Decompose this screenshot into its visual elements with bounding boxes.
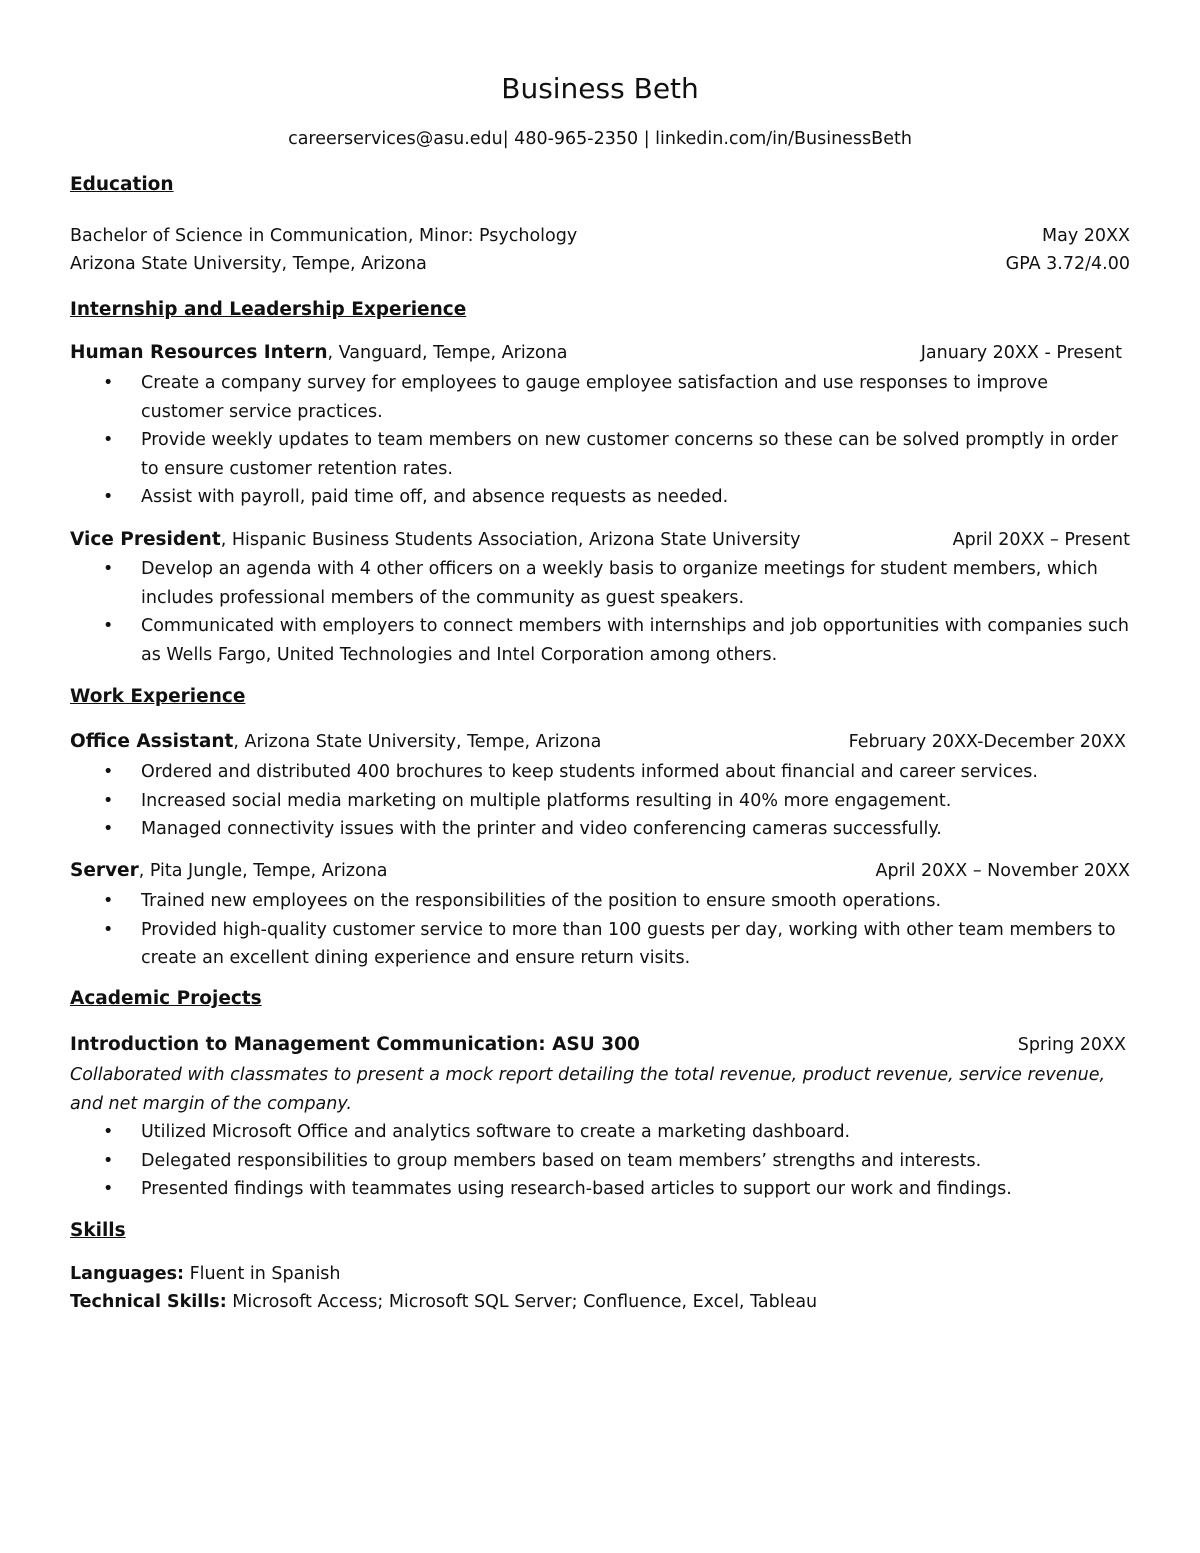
- resume-name: Business Beth: [501, 72, 699, 105]
- job-title: Human Resources Intern: [70, 342, 328, 363]
- school: Arizona State University, Tempe, Arizona: [70, 254, 427, 274]
- project-row: [70, 1034, 1126, 1055]
- list-item: • Communicated with employers to connect members with internships and job opportunities with companies such as Wells Fargo, United Technologies and Intel Corporation among others.: [70, 612, 1130, 669]
- bullet-icon: •: [103, 616, 114, 636]
- list-item: • Provided high-quality customer service to more than 100 guests per day, working with other team members to create an excellent dining experience and ensure return visits.: [70, 916, 1130, 973]
- list-item: • Increased social media marketing on multiple platforms resulting in 40% more engagement.: [70, 787, 1130, 816]
- job-org: , Arizona State University, Tempe, Arizona: [233, 732, 602, 752]
- bullet-icon: •: [103, 762, 114, 782]
- job-title: Server: [70, 860, 139, 881]
- bullet-icon: •: [103, 430, 114, 450]
- project-date: Spring 20XX: [1017, 1035, 1126, 1055]
- list-item: • Provide weekly updates to team members on new customer concerns so these can be solved promptly in order to ensure customer retention rates.: [70, 426, 1130, 483]
- job-row: [70, 529, 1130, 550]
- internship-heading: Internship and Leadership Experience: [70, 299, 467, 320]
- resume-page: [70, 0, 1130, 1553]
- list-item: • Managed connectivity issues with the printer and video conferencing cameras successfully.: [70, 815, 1130, 844]
- project-title: Introduction to Management Communication: ASU 300: [70, 1034, 640, 1055]
- project-bullets: [70, 1118, 1130, 1204]
- list-item: • Ordered and distributed 400 brochures to keep students informed about financial and career services.: [70, 758, 1130, 787]
- bullet-icon: •: [103, 1122, 114, 1142]
- job-date: February 20XX-December 20XX: [848, 732, 1126, 752]
- technical-label: Technical Skills:: [70, 1292, 227, 1312]
- bullet-icon: •: [103, 1179, 114, 1199]
- project-description: Collaborated with classmates to present a mock report detailing the total revenue, product revenue, service revenue, and net margin of the company.: [70, 1065, 1106, 1114]
- job-org: , Hispanic Business Students Association, Arizona State University: [220, 530, 801, 550]
- bullet-icon: •: [103, 487, 114, 507]
- job-date: April 20XX – November 20XX: [875, 861, 1130, 881]
- job-org: , Vanguard, Tempe, Arizona: [327, 343, 568, 363]
- list-item: • Assist with payroll, paid time off, and absence requests as needed.: [70, 483, 1130, 512]
- bullet-icon: •: [103, 790, 114, 811]
- bullet-icon: •: [103, 819, 114, 839]
- bullet-icon: •: [103, 891, 114, 911]
- job-date: January 20XX - Present: [920, 343, 1122, 363]
- job-title: Office Assistant: [70, 731, 234, 752]
- job-bullets: [70, 369, 1130, 512]
- education-heading: Education: [70, 174, 174, 195]
- job-org: , Pita Jungle, Tempe, Arizona: [138, 861, 388, 881]
- languages-value: Fluent in Spanish: [184, 1264, 341, 1284]
- job-date: April 20XX – Present: [952, 530, 1130, 550]
- skills-technical: [70, 1292, 817, 1312]
- degree: Bachelor of Science in Communication, Minor: Psychology: [70, 226, 578, 246]
- job-title: Vice President: [70, 529, 221, 550]
- list-item: • Utilized Microsoft Office and analytics software to create a marketing dashboard.: [70, 1118, 1130, 1147]
- technical-value: Microsoft Access; Microsoft SQL Server; Confluence, Excel, Tableau: [226, 1292, 818, 1312]
- job-bullets: [70, 758, 1130, 844]
- skills-heading: Skills: [70, 1220, 126, 1241]
- list-item: • Develop an agenda with 4 other officers on a weekly basis to organize meetings for student members, which includes professional members of the community as guest speakers.: [70, 555, 1130, 612]
- skills-languages: [70, 1264, 341, 1284]
- gpa: GPA 3.72/4.00: [1005, 254, 1130, 274]
- projects-heading: Academic Projects: [70, 988, 262, 1009]
- bullet-icon: •: [103, 919, 114, 940]
- job-row: [70, 342, 1122, 363]
- job-bullets: [70, 555, 1130, 669]
- bullet-icon: •: [103, 1150, 114, 1171]
- bullet-icon: •: [103, 373, 114, 393]
- job-bullets: [70, 887, 1130, 973]
- list-item: • Create a company survey for employees to gauge employee satisfaction and use responses to improve customer service practices.: [70, 369, 1130, 426]
- bullet-icon: •: [103, 559, 114, 579]
- job-row: [70, 860, 1130, 881]
- contact-line: careerservices@asu.edu| 480-965-2350 | linkedin.com/in/BusinessBeth: [288, 129, 912, 149]
- list-item: • Presented findings with teammates using research-based articles to support our work and findings.: [70, 1175, 1130, 1204]
- job-row: [70, 731, 1126, 752]
- languages-label: Languages:: [70, 1264, 185, 1284]
- list-item: • Delegated responsibilities to group members based on team members’ strengths and interests.: [70, 1147, 1130, 1176]
- graduation-date: May 20XX: [1042, 226, 1130, 246]
- list-item: • Trained new employees on the responsibilities of the position to ensure smooth operations.: [70, 887, 1130, 916]
- education-school-row: [70, 254, 1130, 274]
- work-heading: Work Experience: [70, 686, 246, 707]
- education-degree-row: [70, 226, 1130, 246]
